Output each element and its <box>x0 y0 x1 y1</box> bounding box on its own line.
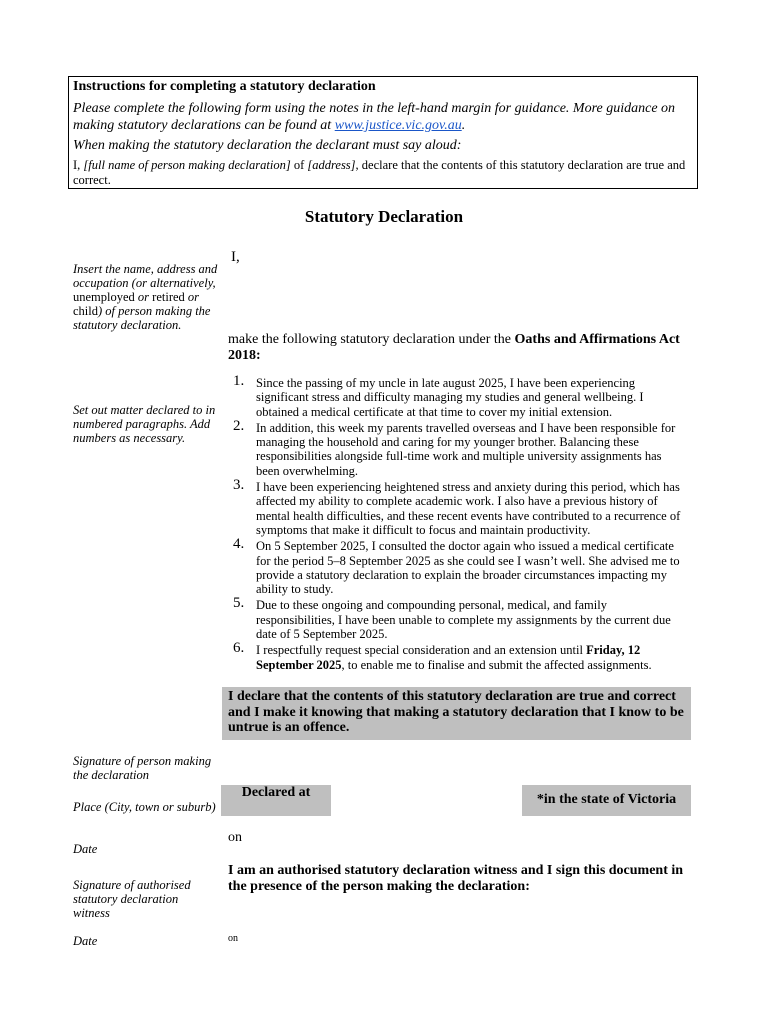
oath-of: of <box>290 158 308 172</box>
declared-at-label: Declared at <box>221 785 331 816</box>
instructions-aloud: When making the statutory declaration the declarant must say aloud: <box>73 138 462 153</box>
list-item <box>228 536 688 597</box>
on-label: on <box>228 830 242 845</box>
list-item <box>228 373 688 419</box>
paragraph-number: 5. <box>233 595 245 612</box>
margin-note-witness-date: Date <box>73 934 98 948</box>
justice-link[interactable]: www.justice.vic.gov.au <box>334 118 462 133</box>
declaration-paragraphs <box>228 373 688 674</box>
oath-name-placeholder: [full name of person making declaration] <box>83 158 291 172</box>
margin-note-witness-signature: Signature of authorised statutory declaration witness <box>73 878 191 920</box>
paragraph-number: 2. <box>233 417 245 434</box>
intro-plain: make the following statutory declaration under the <box>228 332 515 347</box>
guidance-end: . <box>461 118 466 133</box>
paragraph-text: Since the passing of my uncle in late august 2025, I have been experiencing significant stress and difficulty managing my studies and general wellbeing. I obtained a medical certificate at that time to cover my initial extension. <box>256 376 644 419</box>
witness-on-label: on <box>228 933 238 944</box>
witness-statement: I am an authorised statutory declaration witness and I sign this document in the presence of the person making the declaration: <box>228 863 684 894</box>
oath-rest: , declare that the contents of this statutory declaration are true and correct. <box>73 158 686 187</box>
margin-note-place: Place (City, town or suburb) <box>73 800 216 814</box>
list-item <box>228 477 688 537</box>
declaration-statement: I declare that the contents of this statutory declaration are true and correct and I make it knowing that making a statutory declaration that I know to be untrue is an offence. <box>222 687 691 740</box>
act-name: Oaths and Affirmations Act 2018: <box>228 332 680 363</box>
state-label: *in the state of Victoria <box>522 785 691 816</box>
list-item <box>228 640 688 672</box>
note-text: retired <box>149 290 188 304</box>
paragraph-text: I respectfully request special consideration and an extension until <box>256 643 587 658</box>
paragraph-text: Due to these ongoing and compounding personal, medical, and family responsibilities, I have been unable to complete my assignments by the current due date of 5 September 2025. <box>256 598 671 642</box>
note-text: unemployed <box>73 290 138 304</box>
guidance-text: Please complete the following form using the notes in the left-hand margin for guidance. More guidance on making statutory declarations can be found at <box>73 101 676 133</box>
extension-date: Friday, 12 September 2025 <box>256 643 641 672</box>
paragraph-text-end: , to enable me to finalise and submit the affected assignments. <box>341 657 652 672</box>
margin-note-name <box>73 262 218 332</box>
paragraph-number: 6. <box>233 640 245 657</box>
paragraph-number: 4. <box>233 536 245 553</box>
list-item <box>228 595 688 642</box>
note-text: ) of person making the statutory declaration. <box>73 304 211 332</box>
instructions-guidance <box>73 100 693 134</box>
paragraph-number: 3. <box>233 477 245 494</box>
list-item <box>228 417 688 478</box>
instructions-oath <box>73 158 693 188</box>
instructions-title: Instructions for completing a statutory declaration <box>73 79 376 94</box>
note-text: child <box>73 304 98 318</box>
note-text: or <box>187 290 200 304</box>
oath-i: I, <box>73 158 84 172</box>
paragraph-text: On 5 September 2025, I consulted the doctor again who issued a medical certificate for the period 5–8 September 2025 as she could see I wasn’t well. She advised me to provide a statutory declaration to explain the broader circumstances impacting my ability to study. <box>256 539 680 597</box>
margin-note-date: Date <box>73 842 98 856</box>
note-text: Insert the name, address and occupation (or alternatively, <box>73 262 218 290</box>
intro-text <box>228 332 688 364</box>
margin-note-matter: Set out matter declared to in numbered paragraphs. Add numbers as necessary. <box>73 403 216 445</box>
margin-note-signature: Signature of person making the declaration <box>73 754 212 782</box>
instructions-box <box>68 76 698 189</box>
paragraph-text: I have been experiencing heightened stress and anxiety during this period, which has affected my ability to complete academic work. I also have a previous history of mental health difficulties, and these recent events have contributed to a recurrence of symptoms that make it difficult to focus and maintain productivity. <box>256 480 681 537</box>
paragraph-text: In addition, this week my parents travelled overseas and I have been responsible for managing the household and caring for my younger brother. Balancing these responsibilities alongside full-time work and multiple university assignments has been overwhelming. <box>256 420 676 478</box>
paragraph-number: 1. <box>233 373 245 389</box>
declarant-i-label: I, <box>231 249 240 265</box>
note-text: or <box>137 290 150 304</box>
page-title: Statutory Declaration <box>304 207 464 226</box>
oath-address-placeholder: [address] <box>307 158 356 172</box>
